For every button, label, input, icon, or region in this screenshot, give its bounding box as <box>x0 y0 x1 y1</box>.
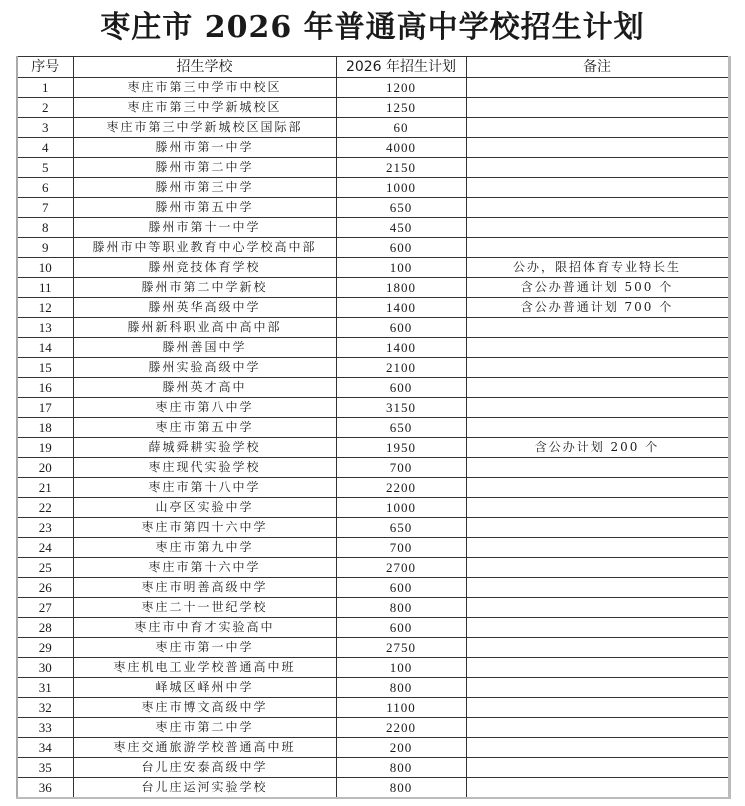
row-index: 4 <box>17 138 73 158</box>
header-plan: 2026 年招生计划 <box>336 57 466 78</box>
row-index: 5 <box>17 158 73 178</box>
school-name: 滕州竞技体育学校 <box>73 258 336 278</box>
remark <box>466 458 729 478</box>
row-index: 28 <box>17 618 73 638</box>
enrollment-plan: 2200 <box>336 718 466 738</box>
enrollment-plan: 650 <box>336 418 466 438</box>
school-name: 峄城区峄州中学 <box>73 678 336 698</box>
enrollment-plan: 600 <box>336 318 466 338</box>
school-name: 枣庄现代实验学校 <box>73 458 336 478</box>
row-index: 35 <box>17 758 73 778</box>
row-index: 32 <box>17 698 73 718</box>
remark <box>466 718 729 738</box>
table-row <box>17 458 729 478</box>
enrollment-plan: 2100 <box>336 358 466 378</box>
header-school: 招生学校 <box>73 57 336 78</box>
enrollment-plan: 800 <box>336 678 466 698</box>
row-index: 16 <box>17 378 73 398</box>
row-index: 17 <box>17 398 73 418</box>
remark <box>466 578 729 598</box>
table-row <box>17 678 729 698</box>
school-name: 台儿庄运河实验学校 <box>73 778 336 799</box>
table-row <box>17 558 729 578</box>
row-index: 27 <box>17 598 73 618</box>
table-row <box>17 158 729 178</box>
school-name: 滕州英才高中 <box>73 378 336 398</box>
table-row <box>17 638 729 658</box>
remark <box>466 698 729 718</box>
school-name: 滕州市第一中学 <box>73 138 336 158</box>
enrollment-plan: 800 <box>336 598 466 618</box>
school-name: 枣庄二十一世纪学校 <box>73 598 336 618</box>
school-name: 枣庄机电工业学校普通高中班 <box>73 658 336 678</box>
enrollment-plan: 600 <box>336 578 466 598</box>
remark: 公办，限招体育专业特长生 <box>466 258 729 278</box>
row-index: 26 <box>17 578 73 598</box>
remark <box>466 98 729 118</box>
remark <box>466 538 729 558</box>
enrollment-plan: 2700 <box>336 558 466 578</box>
school-name: 枣庄市第十八中学 <box>73 478 336 498</box>
enrollment-plan: 800 <box>336 778 466 799</box>
row-index: 36 <box>17 778 73 799</box>
school-name: 枣庄市第三中学新城校区 <box>73 98 336 118</box>
table-row <box>17 478 729 498</box>
table-row <box>17 318 729 338</box>
table-body <box>17 78 729 799</box>
enrollment-plan: 1250 <box>336 98 466 118</box>
remark <box>466 358 729 378</box>
row-index: 18 <box>17 418 73 438</box>
table-row <box>17 718 729 738</box>
row-index: 3 <box>17 118 73 138</box>
remark <box>466 598 729 618</box>
enrollment-plan: 1800 <box>336 278 466 298</box>
remark <box>466 558 729 578</box>
row-index: 8 <box>17 218 73 238</box>
row-index: 7 <box>17 198 73 218</box>
row-index: 15 <box>17 358 73 378</box>
table-row <box>17 198 729 218</box>
table-row <box>17 738 729 758</box>
header-note: 备注 <box>466 57 729 78</box>
remark <box>466 758 729 778</box>
school-name: 薛城舜耕实验学校 <box>73 438 336 458</box>
table-row <box>17 658 729 678</box>
table-row <box>17 418 729 438</box>
remark <box>466 678 729 698</box>
enrollment-plan: 60 <box>336 118 466 138</box>
school-name: 枣庄市第十六中学 <box>73 558 336 578</box>
table-row <box>17 118 729 138</box>
enrollment-plan: 600 <box>336 618 466 638</box>
remark <box>466 658 729 678</box>
table-row <box>17 378 729 398</box>
enrollment-plan: 1400 <box>336 338 466 358</box>
enrollment-plan: 650 <box>336 518 466 538</box>
table-row <box>17 538 729 558</box>
school-name: 滕州善国中学 <box>73 338 336 358</box>
remark <box>466 638 729 658</box>
row-index: 9 <box>17 238 73 258</box>
school-name: 枣庄市第三中学市中校区 <box>73 78 336 98</box>
remark <box>466 418 729 438</box>
enrollment-plan: 1000 <box>336 178 466 198</box>
header-index: 序号 <box>17 57 73 78</box>
remark <box>466 378 729 398</box>
row-index: 23 <box>17 518 73 538</box>
table-row <box>17 138 729 158</box>
remark <box>466 118 729 138</box>
enrollment-plan: 1200 <box>336 78 466 98</box>
school-name: 枣庄市第二中学 <box>73 718 336 738</box>
enrollment-plan: 650 <box>336 198 466 218</box>
enrollment-plan: 600 <box>336 238 466 258</box>
enrollment-plan: 1000 <box>336 498 466 518</box>
row-index: 24 <box>17 538 73 558</box>
school-name: 滕州市第二中学新校 <box>73 278 336 298</box>
school-name: 枣庄市第五中学 <box>73 418 336 438</box>
enrollment-plan: 700 <box>336 458 466 478</box>
remark <box>466 738 729 758</box>
remark <box>466 778 729 799</box>
table-row <box>17 238 729 258</box>
enrollment-plan: 100 <box>336 258 466 278</box>
remark <box>466 618 729 638</box>
remark <box>466 198 729 218</box>
remark <box>466 318 729 338</box>
enrollment-plan: 600 <box>336 378 466 398</box>
table-row <box>17 218 729 238</box>
school-name: 枣庄交通旅游学校普通高中班 <box>73 738 336 758</box>
row-index: 14 <box>17 338 73 358</box>
row-index: 25 <box>17 558 73 578</box>
row-index: 11 <box>17 278 73 298</box>
remark <box>466 218 729 238</box>
school-name: 滕州市第三中学 <box>73 178 336 198</box>
table-row <box>17 98 729 118</box>
row-index: 20 <box>17 458 73 478</box>
remark <box>466 238 729 258</box>
school-name: 滕州市第五中学 <box>73 198 336 218</box>
table-row <box>17 258 729 278</box>
enrollment-plan-table <box>16 56 731 799</box>
school-name: 枣庄市博文高级中学 <box>73 698 336 718</box>
row-index: 33 <box>17 718 73 738</box>
school-name: 台儿庄安泰高级中学 <box>73 758 336 778</box>
table-header-row <box>17 57 729 78</box>
enrollment-plan: 1400 <box>336 298 466 318</box>
school-name: 滕州市第十一中学 <box>73 218 336 238</box>
table-row <box>17 278 729 298</box>
row-index: 1 <box>17 78 73 98</box>
table-row <box>17 78 729 98</box>
enrollment-plan: 1950 <box>336 438 466 458</box>
school-name: 滕州英华高级中学 <box>73 298 336 318</box>
row-index: 29 <box>17 638 73 658</box>
enrollment-plan: 700 <box>336 538 466 558</box>
remark <box>466 78 729 98</box>
school-name: 枣庄市明善高级中学 <box>73 578 336 598</box>
table-row <box>17 498 729 518</box>
school-name: 枣庄市第三中学新城校区国际部 <box>73 118 336 138</box>
remark <box>466 158 729 178</box>
remark: 含公办普通计划 500 个 <box>466 278 729 298</box>
table-row <box>17 438 729 458</box>
row-index: 6 <box>17 178 73 198</box>
remark <box>466 338 729 358</box>
row-index: 34 <box>17 738 73 758</box>
table-row <box>17 778 729 799</box>
table-row <box>17 698 729 718</box>
table-row <box>17 758 729 778</box>
row-index: 2 <box>17 98 73 118</box>
enrollment-plan: 100 <box>336 658 466 678</box>
enrollment-plan: 2150 <box>336 158 466 178</box>
row-index: 12 <box>17 298 73 318</box>
row-index: 13 <box>17 318 73 338</box>
document-title: 枣庄市 2026 年普通高中学校招生计划 <box>100 10 645 45</box>
school-name: 枣庄市第四十六中学 <box>73 518 336 538</box>
remark <box>466 178 729 198</box>
table-row <box>17 338 729 358</box>
school-name: 滕州市第二中学 <box>73 158 336 178</box>
remark <box>466 518 729 538</box>
school-name: 枣庄市第九中学 <box>73 538 336 558</box>
remark: 含公办计划 200 个 <box>466 438 729 458</box>
table-row <box>17 618 729 638</box>
enrollment-plan: 3150 <box>336 398 466 418</box>
school-name: 枣庄市第八中学 <box>73 398 336 418</box>
enrollment-plan: 2200 <box>336 478 466 498</box>
remark <box>466 398 729 418</box>
row-index: 30 <box>17 658 73 678</box>
table-row <box>17 398 729 418</box>
row-index: 10 <box>17 258 73 278</box>
enrollment-plan: 1100 <box>336 698 466 718</box>
enrollment-plan: 800 <box>336 758 466 778</box>
enrollment-plan: 4000 <box>336 138 466 158</box>
row-index: 19 <box>17 438 73 458</box>
enrollment-plan: 2750 <box>336 638 466 658</box>
enrollment-plan: 450 <box>336 218 466 238</box>
table-row <box>17 598 729 618</box>
table-row <box>17 518 729 538</box>
school-name: 滕州市中等职业教育中心学校高中部 <box>73 238 336 258</box>
remark <box>466 138 729 158</box>
table-row <box>17 578 729 598</box>
table-row <box>17 298 729 318</box>
table-row <box>17 358 729 378</box>
school-name: 枣庄市中育才实验高中 <box>73 618 336 638</box>
row-index: 31 <box>17 678 73 698</box>
row-index: 22 <box>17 498 73 518</box>
school-name: 山亭区实验中学 <box>73 498 336 518</box>
table-row <box>17 178 729 198</box>
school-name: 枣庄市第一中学 <box>73 638 336 658</box>
remark: 含公办普通计划 700 个 <box>466 298 729 318</box>
remark <box>466 498 729 518</box>
enrollment-plan: 200 <box>336 738 466 758</box>
school-name: 滕州实验高级中学 <box>73 358 336 378</box>
row-index: 21 <box>17 478 73 498</box>
school-name: 滕州新科职业高中高中部 <box>73 318 336 338</box>
remark <box>466 478 729 498</box>
